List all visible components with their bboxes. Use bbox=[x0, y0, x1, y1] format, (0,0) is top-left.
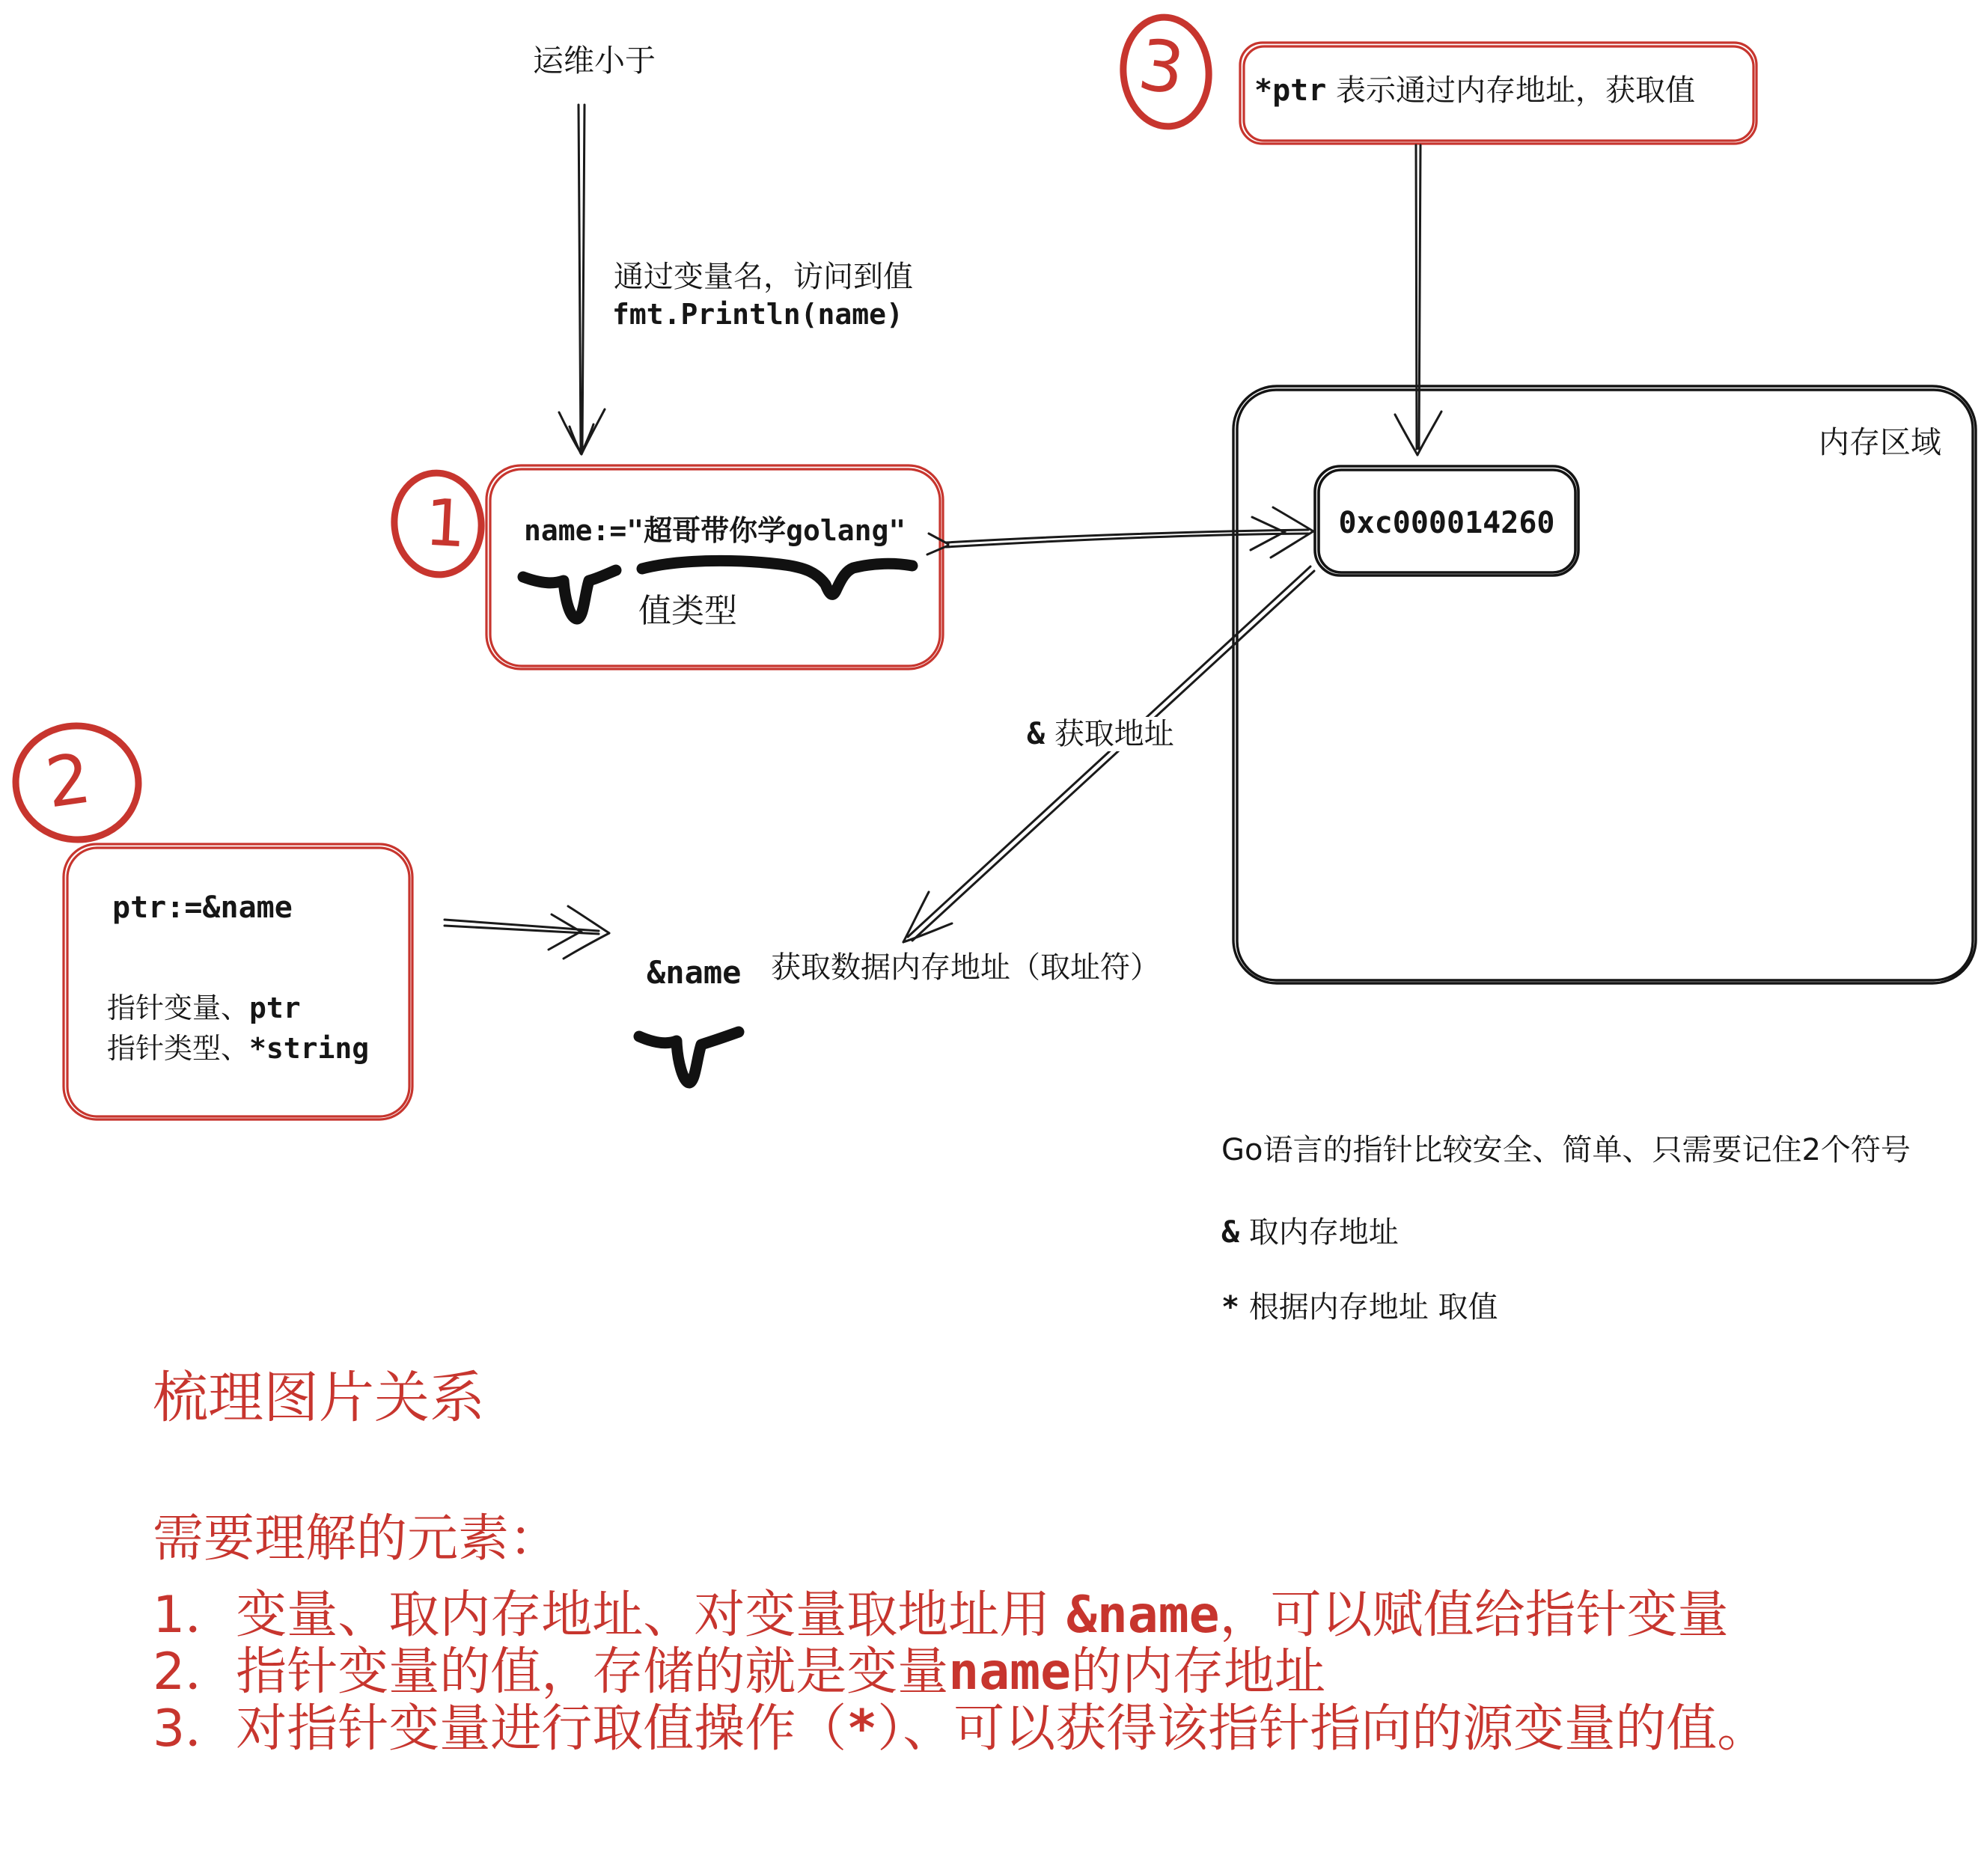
pointer-box-outline bbox=[64, 844, 412, 1119]
arrow-name-to-address bbox=[927, 507, 1313, 557]
pointer-type-code: *string bbox=[249, 1032, 370, 1065]
deref-code: *ptr bbox=[1254, 73, 1327, 108]
pointer-box-code: ptr:=&name bbox=[112, 890, 293, 925]
memory-address-value: 0xc000014260 bbox=[1338, 506, 1555, 540]
deref-box-text bbox=[1254, 73, 1695, 108]
summary-item-2 bbox=[153, 1643, 1325, 1702]
summary-item-2-code: name bbox=[948, 1643, 1072, 1702]
deref-desc: 表示通过内存地址，获取值 bbox=[1336, 73, 1696, 108]
summary-item-2-pre: 2．指针变量的值，存储的就是变量 bbox=[153, 1643, 949, 1702]
arrow-pointer-to-ampname bbox=[445, 906, 609, 959]
pointer-var-text: 指针变量、 bbox=[107, 992, 250, 1024]
get-address-label bbox=[1022, 717, 1179, 751]
amp-note-symbol: & bbox=[1221, 1215, 1240, 1250]
access-by-name-label: 通过变量名，访问到值 bbox=[614, 260, 913, 294]
get-address-text: 获取地址 bbox=[1054, 717, 1174, 751]
arrow-top-down bbox=[559, 105, 605, 454]
summary-item-1-pre: 1．变量、取内存地址、对变量取地址用 bbox=[153, 1586, 1066, 1645]
pointer-var-line bbox=[107, 992, 301, 1025]
star-note-desc: 根据内存地址 取值 bbox=[1248, 1290, 1498, 1324]
star-note-line bbox=[1221, 1290, 1498, 1324]
pointer-type-line bbox=[107, 1033, 369, 1066]
summary-item-3 bbox=[153, 1700, 1768, 1759]
star-note-symbol: * bbox=[1221, 1290, 1240, 1324]
amp-note-line bbox=[1221, 1215, 1399, 1250]
summary-item-1-post: ，可以赋值给指针变量 bbox=[1219, 1586, 1729, 1645]
memory-region-outline bbox=[1233, 386, 1976, 983]
pointer-var-code: ptr bbox=[249, 992, 301, 1024]
println-code: fmt.Println(name) bbox=[612, 298, 903, 331]
summary-item-1 bbox=[153, 1586, 1729, 1645]
author-label: 运维小于 bbox=[533, 43, 656, 79]
summary-subtitle: 需要理解的元素： bbox=[153, 1509, 561, 1568]
badge-1: 1 bbox=[423, 485, 468, 563]
ampname-desc: 获取数据内存地址（取址符） bbox=[771, 950, 1160, 985]
amp-note-desc: 取内存地址 bbox=[1248, 1215, 1399, 1250]
summary-item-3-pre: 3．对指针变量进行取值操作（ bbox=[153, 1699, 847, 1759]
memory-region-title: 内存区域 bbox=[1819, 424, 1941, 460]
squiggle-under-ampname bbox=[639, 1032, 739, 1083]
squiggle-under-name bbox=[523, 570, 616, 619]
summary-item-3-post: ）、可以获得该指针指向的源变量的值。 bbox=[877, 1699, 1768, 1759]
squiggle-under-string bbox=[642, 560, 912, 594]
arrow-address-to-ampname bbox=[903, 566, 1314, 942]
go-pointer-note: Go语言的指针比较安全、简单、只需要记住2个符号 bbox=[1221, 1133, 1911, 1167]
summary-item-2-post: 的内存地址 bbox=[1071, 1643, 1326, 1702]
value-type-caption: 值类型 bbox=[638, 592, 737, 630]
summary-item-3-code: * bbox=[846, 1699, 878, 1759]
ampname-code: &name bbox=[647, 954, 742, 991]
arrow-deref-down bbox=[1395, 145, 1441, 455]
summary-title: 梳理图片关系 bbox=[153, 1366, 485, 1430]
badge-2: 2 bbox=[40, 738, 96, 824]
pointer-type-text: 指针类型、 bbox=[107, 1032, 250, 1065]
ampersand-symbol: & bbox=[1027, 717, 1046, 751]
value-box-code: name:="超哥带你学golang" bbox=[524, 514, 906, 547]
badge-3: 3 bbox=[1133, 24, 1190, 111]
underline-squiggles bbox=[523, 560, 912, 1083]
summary-item-1-code: &name bbox=[1066, 1586, 1220, 1645]
